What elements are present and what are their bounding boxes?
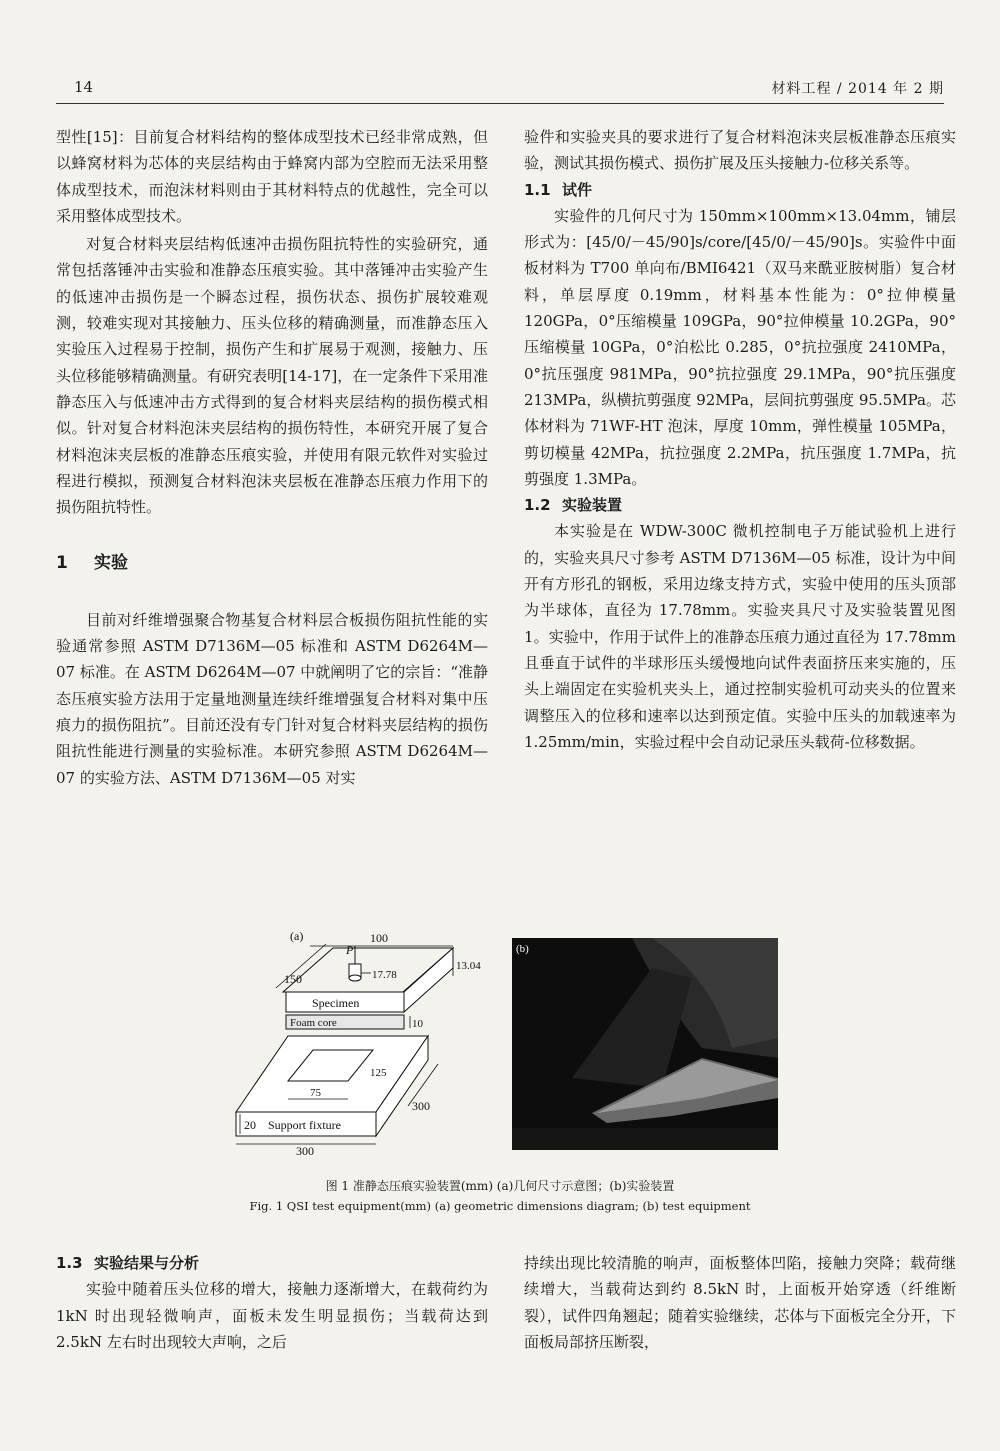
section-heading-1-1: [524, 177, 956, 203]
page-number: 14: [74, 78, 94, 96]
section-heading-1-2: [524, 492, 956, 518]
paragraph: 对复合材料夹层结构低速冲击损伤阻抗特性的实验研究，通常包括落锤冲击实验和准静态压痕实验。其中落锤冲击实验产生的低速冲击损伤是一个瞬态过程，损伤状态、损伤扩展较难观测，较难实现对其接触力、压头位移的精确测量，而准静态压入实验压入过程易于控制，损伤产生和扩展易于观测，接触力、压头位移能够精确测量。有研究表明[14-17]，在一定条件下采用准静态压入与低速冲击方式得到的复合材料夹层结构的损伤模式相似。针对复合材料泡沫夹层结构的损伤特性，本研究开展了复合材料泡沫夹层板的准静态压痕实验，并使用有限元软件对实验过程进行模拟，预测复合材料泡沫夹层板在准静态压痕力作用下的损伤阻抗特性。: [56, 235, 488, 517]
dimension-10: 10: [412, 1018, 423, 1030]
figure-b-label: (b): [516, 943, 529, 955]
section-number: 1.2: [524, 496, 551, 515]
bottom-left-column: [56, 1250, 488, 1355]
specimen-side: [404, 948, 453, 1012]
paragraph: 本实验是在 WDW-300C 微机控制电子万能试验机上进行的，实验夹具尺寸参考 ASTM D7136M—05 标准，设计为中间开有方形孔的钢板，采用边缘支持方式，实验中使用的压头顶部为半球体，直径为 17.78mm。实验夹具尺寸及实验装置见图 1。实验中，作用于试件上的准静态压痕力通过直径为 17.78mm 且垂直于试件的半球形压头缓慢地向试件表面挤压来实施的，压头上端固定在实验机夹头上，通过控制实验机可动夹头的位置来调整压入的位移和速率以达到预定值。实验中压头的加载速率为 1.25mm/min，实验过程中会自动记录压头载荷-位移数据。: [524, 522, 956, 751]
figure-b-photo: [512, 938, 778, 1150]
specimen-label: Specimen: [312, 996, 360, 1010]
indenter-tip: [349, 975, 361, 981]
header-rule: [56, 103, 944, 104]
section-title: 实验结果与分析: [94, 1254, 200, 1272]
figure-a-diagram: [228, 926, 498, 1158]
section-number: 1: [56, 553, 68, 574]
figure-caption-en: Fig. 1 QSI test equipment(mm) (a) geometric dimensions diagram; (b) test equipment: [249, 1199, 751, 1213]
bottom-right-column: [524, 1250, 956, 1355]
load-p-label: P: [346, 943, 354, 957]
paragraph: 验件和实验夹具的要求进行了复合材料泡沫夹层板准静态压痕实验，测试其损伤模式、损伤扩展及压头接触力-位移关系等。: [524, 128, 956, 173]
section-number: 1.3: [56, 1254, 83, 1272]
paragraph: 实验中随着压头位移的增大，接触力逐渐增大，在载荷约为 1kN 时出现轻微响声，面板未发生明显损伤；当载荷达到 2.5kN 左右时出现较大声响，之后: [56, 1280, 488, 1351]
section-number: 1.1: [524, 180, 551, 199]
dimension-20: 20: [244, 1118, 256, 1132]
left-column: [56, 124, 488, 791]
section-heading-1: [56, 550, 488, 576]
dimension-300-side: 300: [412, 1099, 430, 1113]
figure-caption-cn: 图 1 准静态压痕实验装置(mm) (a)几何尺寸示意图；(b)实验装置: [325, 1179, 675, 1193]
paragraph: 实验件的几何尺寸为 150mm×100mm×13.04mm，铺层形式为：[45/0/－45/90]s/core/[45/0/－45/90]s。实验件中面板材料为 T700 单向布/BMI6421（双马来酰亚胺树脂）复合材料，单层厚度 0.19mm，材料基本性能为：0°拉伸模量 120GPa，0°压缩模量 109GPa，90°拉伸模量 10.2GPa，90°压缩模量 10GPa，0°泊松比 0.285，0°抗拉强度 2410MPa，0°抗压强度 981MPa，90°抗拉强度 29.1MPa，90°抗压强度 213MPa，纵横抗剪强度 92MPa，层间抗剪强度 95.5MPa。芯体材料为 71WF-HT 泡沫，厚度 10mm，弹性模量 105MPa，剪切模量 42MPa，抗拉强度 2.2MPa，抗压强度 1.7MPa，抗剪强度 1.3MPa。: [524, 206, 956, 488]
photo-illustration: [512, 938, 778, 1150]
dimension-1304: 13.04: [456, 960, 481, 972]
foam-core-label: Foam core: [290, 1017, 337, 1029]
dimension-300-bottom: 300: [296, 1144, 314, 1158]
figure-a-label: (a): [290, 929, 304, 943]
section-heading-1-3: [56, 1250, 488, 1276]
section-title: 实验: [94, 553, 128, 574]
dimension-1778: 17.78: [372, 969, 397, 981]
paragraph: 目前对纤维增强聚合物基复合材料层合板损伤阻抗性能的实验通常参照 ASTM D7136M—05 标准和 ASTM D6264M—07 标准。在 ASTM D6264M—07 中就阐明了它的宗旨：“准静态压痕实验方法用于定量地测量连续纤维增强复合材料对集中压痕力的损伤阻抗”。目前还没有专门针对复合材料夹层结构的损伤阻抗性能进行测量的实验标准。本研究参照 ASTM D6264M—07 的实验方法、ASTM D7136M—05 对实: [56, 610, 488, 787]
right-column: [524, 124, 956, 755]
section-title: 试件: [562, 180, 593, 199]
dimension-125: 125: [370, 1067, 387, 1079]
paragraph: 持续出现比较清脆的响声，面板整体凹陷，接触力突降；载荷继续增大，当载荷达到约 8.5kN 时，上面板开始穿透（纤维断裂），试件四角翘起；随着实验继续，芯体与下面板完全分开，下面板局部挤压断裂，: [524, 1254, 956, 1351]
dimension-75: 75: [310, 1087, 321, 1099]
section-title: 实验装置: [562, 496, 623, 515]
dimension-150: 150: [284, 972, 302, 986]
paragraph: 型性[15]：目前复合材料结构的整体成型技术已经非常成熟，但以蜂窝材料为芯体的夹层结构由于蜂窝内部为空腔而无法采用整体成型技术，而泡沫材料则由于其材料特点的优越性，完全可以采用整体成型技术。: [56, 128, 488, 225]
dimension-100: 100: [370, 931, 388, 945]
support-fixture-label: Support fixture: [268, 1118, 341, 1132]
running-head: 材料工程 / 2014 年 2 期: [771, 81, 944, 97]
